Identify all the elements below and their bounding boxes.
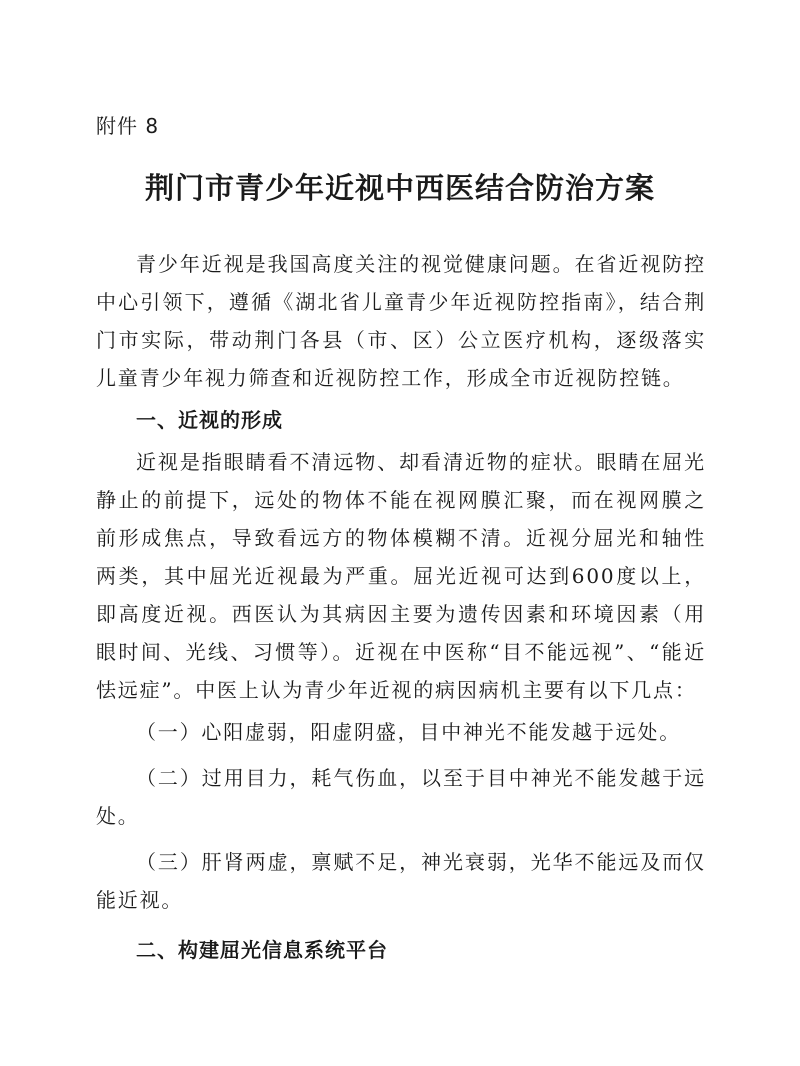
document-title: 荆门市青少年近视中西医结合防治方案 <box>144 171 655 205</box>
section-heading-1: 一、近视的形成 <box>136 408 283 432</box>
section-1-paragraph: 近视是指眼睛看不清远物、却看清近物的症状。眼睛在屈光静止的前提下，远处的物体不能在视网膜汇聚，而在视网膜之前形成焦点，导致看远方的物体模糊不清。近视分屈光和轴性两类，其中屈光近视最为严重。屈光近视可达到600度以上，即高度近视。西医认为其病因主要为遗传因素和环境因素（用眼时间、光线、习惯等）。近视在中医称“目不能远视”、“能近怯远症”。中医上认为青少年近视的病因病机主要有以下几点： <box>96 450 706 702</box>
document-body <box>96 245 706 969</box>
list-item-3: （三）肝肾两虚，禀赋不足，神光衰弱，光华不能远及而仅能近视。 <box>96 850 706 912</box>
section-heading-2: 二、构建屈光信息系统平台 <box>136 938 388 962</box>
intro-paragraph: 青少年近视是我国高度关注的视觉健康问题。在省近视防控中心引领下，遵循《湖北省儿童青少年近视防控指南》，结合荆门市实际，带动荆门各县（市、区）公立医疗机构，逐级落实儿童青少年视力筛查和近视防控工作，形成全市近视防控链。 <box>96 252 706 390</box>
list-item-2: （二）过用目力，耗气伤血，以至于目中神光不能发越于远处。 <box>96 766 706 828</box>
attachment-label: 附件 8 <box>96 114 160 138</box>
list-item-1: （一）心阳虚弱，阳虚阴盛，目中神光不能发越于远处。 <box>136 720 681 744</box>
